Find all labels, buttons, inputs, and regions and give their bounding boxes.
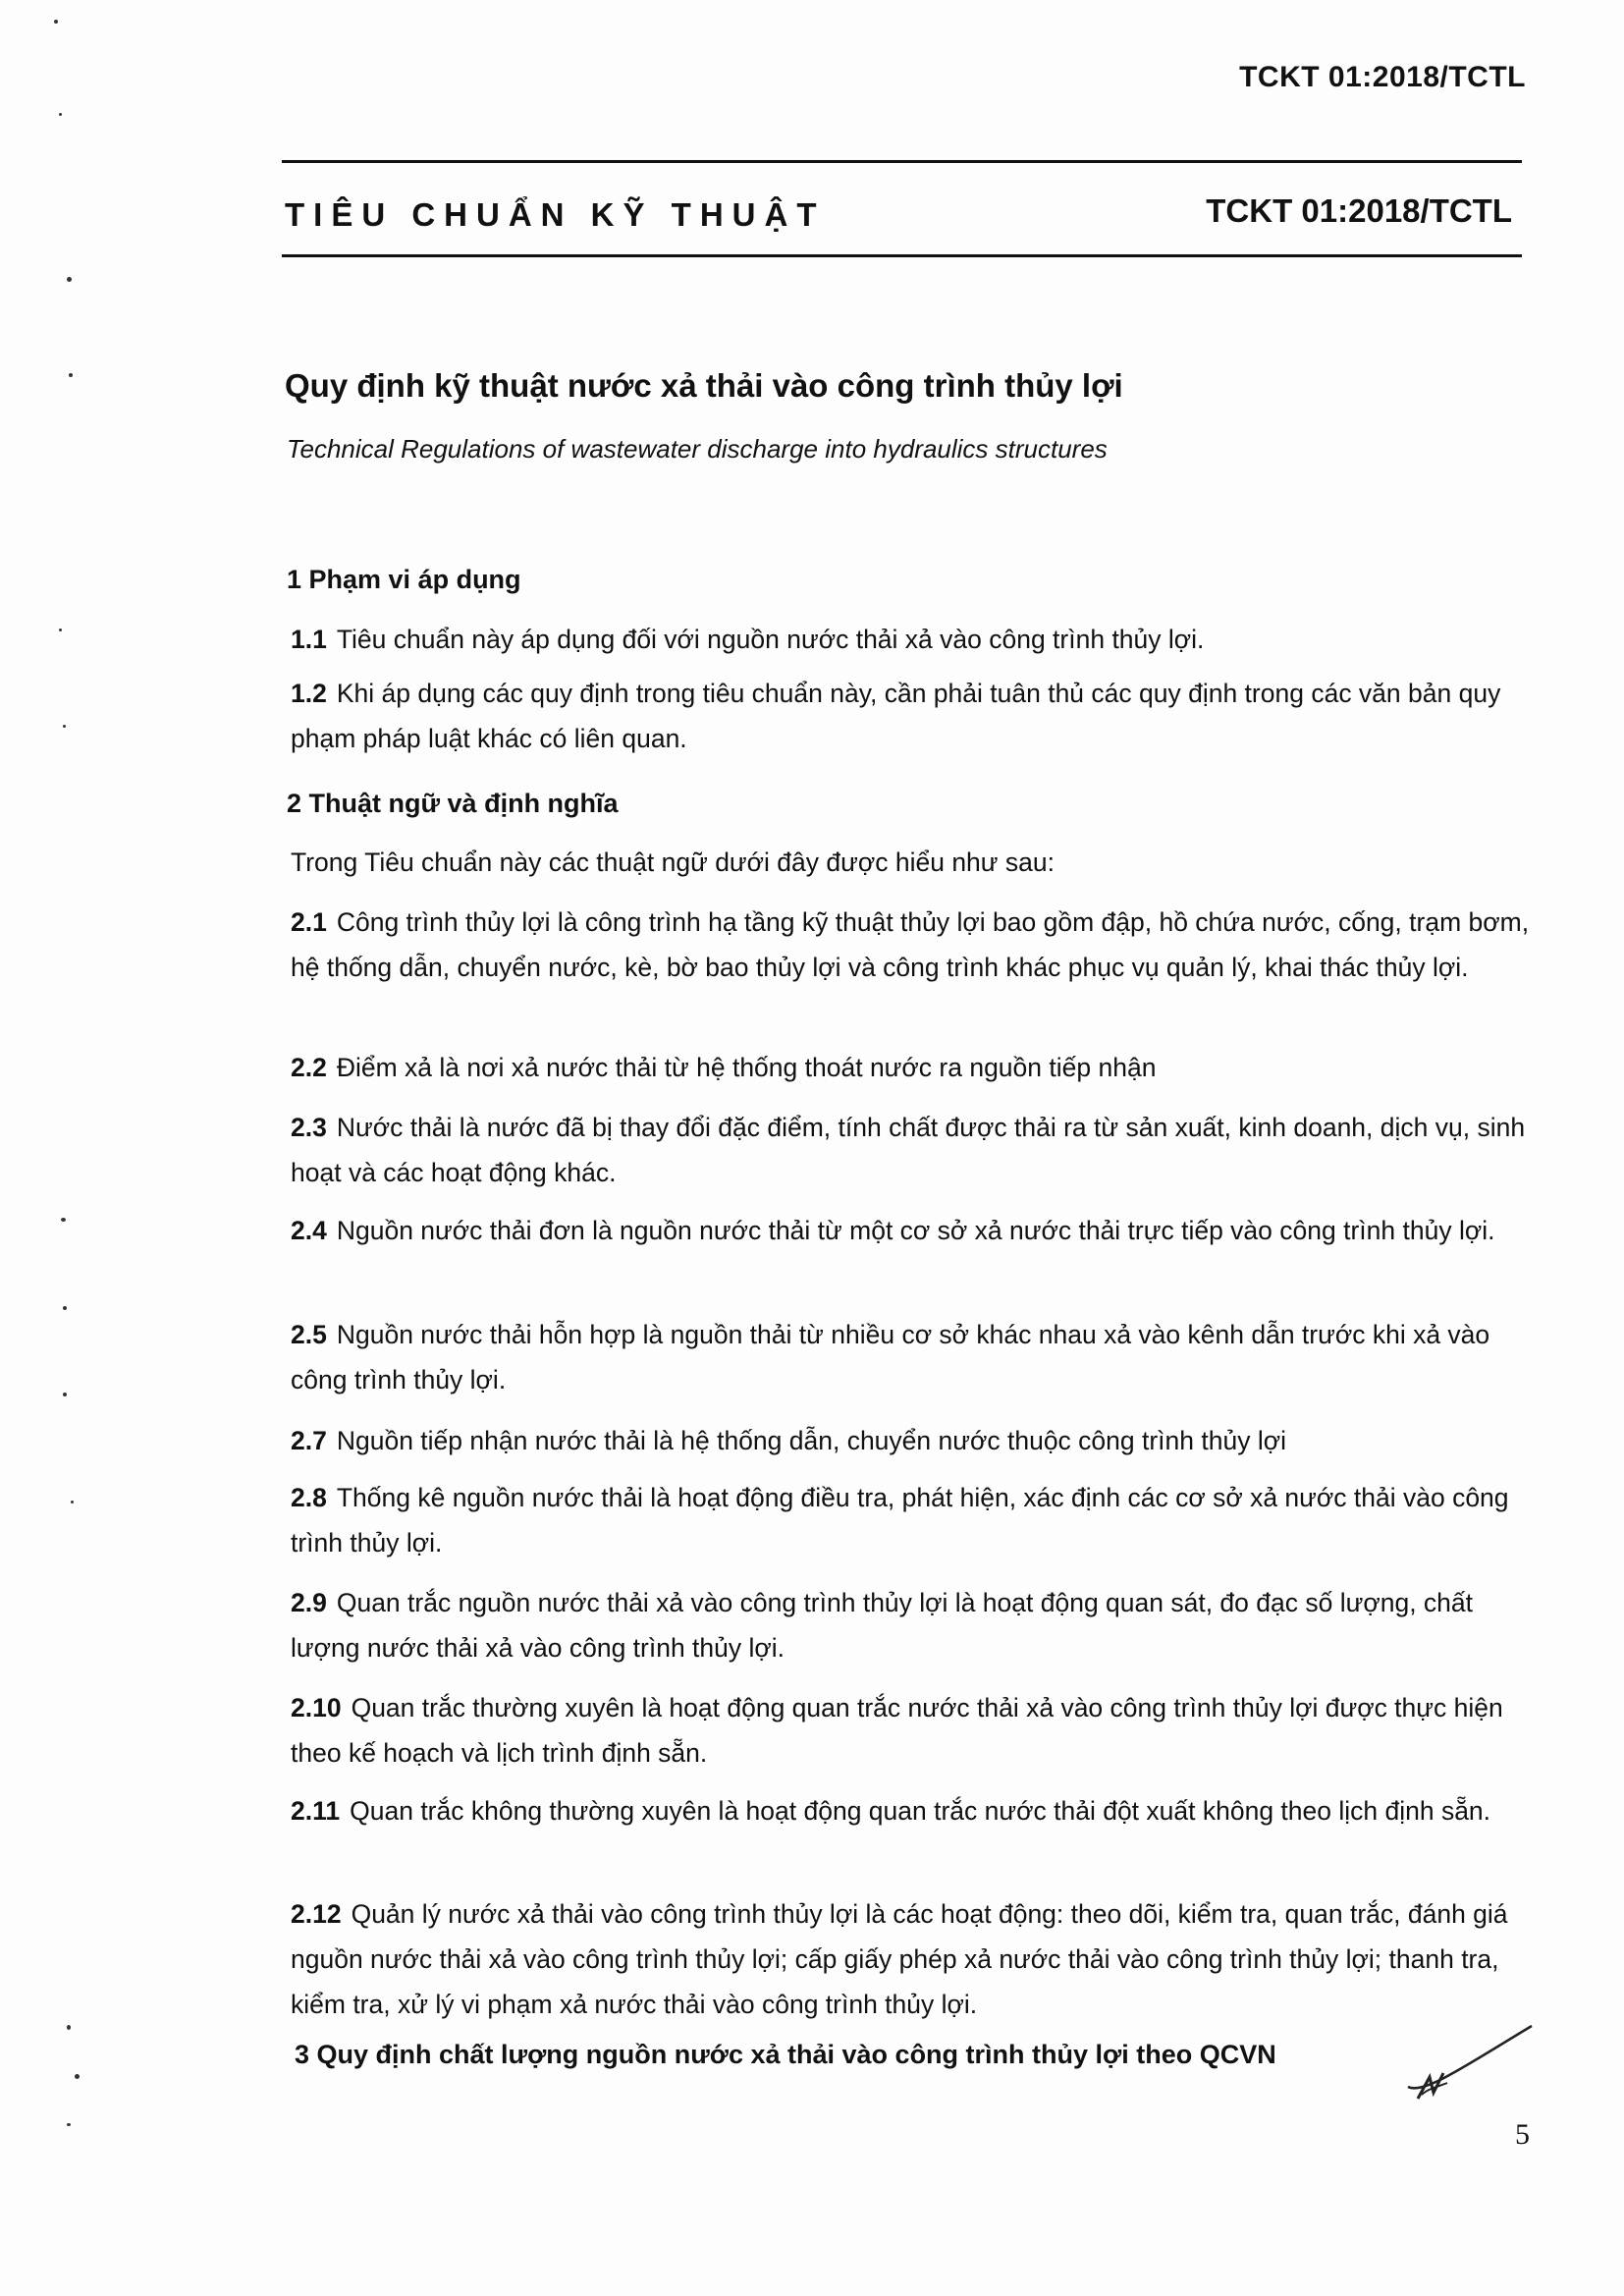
clause-2-10 xyxy=(291,1685,1536,1776)
clause-text: Quan trắc không thường xuyên là hoạt động quan trắc nước thải đột xuất không theo lịch định sẵn. xyxy=(350,1796,1491,1826)
scan-speck xyxy=(71,1501,74,1503)
section-1-heading: 1 Phạm vi áp dụng xyxy=(287,565,521,594)
clause-text: Điểm xả là nơi xả nước thải từ hệ thống thoát nước ra nguồn tiếp nhận xyxy=(336,1053,1157,1082)
clause-2-5 xyxy=(291,1312,1536,1402)
clause-number: 2.10 xyxy=(291,1693,342,1722)
clause-text: Nước thải là nước đã bị thay đổi đặc điểm, tính chất được thải ra từ sản xuất, kinh doanh, dịch vụ, sinh hoạt và các hoạt động khác. xyxy=(291,1113,1526,1187)
clause-2-8 xyxy=(291,1475,1536,1565)
header-bottom-rule xyxy=(282,254,1522,257)
scan-speck xyxy=(67,277,72,282)
scan-speck xyxy=(63,1393,67,1396)
clause-number: 2.11 xyxy=(291,1796,341,1826)
page-number: 5 xyxy=(1515,2118,1530,2151)
document-subtitle: Technical Regulations of wastewater discharge into hydraulics structures xyxy=(287,434,1108,464)
clause-text: Khi áp dụng các quy định trong tiêu chuẩn này, cần phải tuân thủ các quy định trong các văn bản quy phạm pháp luật khác có liên quan. xyxy=(291,679,1501,753)
running-header-code: TCKT 01:2018/TCTL xyxy=(1239,61,1526,93)
clause-number: 2.12 xyxy=(291,1899,342,1929)
clause-2-9 xyxy=(291,1580,1536,1670)
scan-speck xyxy=(75,2074,80,2079)
clause-text: Quan trắc nguồn nước thải xả vào công trình thủy lợi là hoạt động quan sát, đo đạc số lượng, chất lượng nước thải xả vào công trình thủy lợi. xyxy=(291,1588,1474,1663)
clause-1-2 xyxy=(291,671,1536,761)
clause-number: 2.7 xyxy=(291,1426,327,1455)
clause-number: 2.5 xyxy=(291,1320,327,1349)
clause-text: Nguồn nước thải đơn là nguồn nước thải từ một cơ sở xả nước thải trực tiếp vào công trình thủy lợi. xyxy=(336,1216,1495,1245)
clause-number: 1.2 xyxy=(291,679,327,708)
scan-speck xyxy=(59,629,62,631)
scan-speck xyxy=(67,2025,71,2030)
clause-number: 2.1 xyxy=(291,907,327,937)
signature-initial xyxy=(1404,2018,1542,2116)
clause-number: 2.9 xyxy=(291,1588,327,1617)
scan-speck xyxy=(59,113,62,116)
scan-speck xyxy=(67,2123,71,2126)
clause-number: 2.2 xyxy=(291,1053,327,1082)
scan-speck xyxy=(69,373,73,377)
clause-2-11 xyxy=(291,1788,1536,1833)
clause-text: Nguồn tiếp nhận nước thải là hệ thống dẫn, chuyển nước thuộc công trình thủy lợi xyxy=(336,1426,1286,1455)
clause-2-2 xyxy=(291,1045,1536,1090)
scan-speck xyxy=(63,1306,67,1310)
standard-code: TCKT 01:2018/TCTL xyxy=(1206,192,1512,229)
clause-text: Tiêu chuẩn này áp dụng đối với nguồn nước thải xả vào công trình thủy lợi. xyxy=(336,625,1205,654)
scan-speck xyxy=(63,725,66,728)
clause-2-12 xyxy=(291,1891,1536,2027)
clause-2-1 xyxy=(291,900,1536,990)
clause-number: 2.3 xyxy=(291,1113,327,1142)
document-title: Quy định kỹ thuật nước xả thải vào công trình thủy lợi xyxy=(285,367,1123,404)
clause-text: Thống kê nguồn nước thải là hoạt động điều tra, phát hiện, xác định các cơ sở xả nước thải vào công trình thủy lợi. xyxy=(291,1483,1509,1558)
section-3-heading: 3 Quy định chất lượng nguồn nước xả thải vào công trình thủy lợi theo QCVN xyxy=(295,2040,1276,2069)
scan-speck xyxy=(54,20,58,24)
clause-text: Công trình thủy lợi là công trình hạ tầng kỹ thuật thủy lợi bao gồm đập, hồ chứa nước, cống, trạm bơm, hệ thống dẫn, chuyển nước, kè, bờ bao thủy lợi và công trình khác phục vụ quản lý, khai thác thủy lợi. xyxy=(291,907,1530,982)
clause-text: Quan trắc thường xuyên là hoạt động quan trắc nước thải xả vào công trình thủy lợi được thực hiện theo kế hoạch và lịch trình định sẵn. xyxy=(291,1693,1503,1768)
clause-number: 2.4 xyxy=(291,1216,327,1245)
clause-number: 1.1 xyxy=(291,625,327,654)
clause-2-7 xyxy=(291,1418,1536,1463)
clause-2-4 xyxy=(291,1208,1536,1253)
standard-label: TIÊU CHUẨN KỸ THUẬT xyxy=(285,196,826,233)
clause-number: 2.8 xyxy=(291,1483,327,1512)
clause-2-3 xyxy=(291,1105,1536,1195)
scan-speck xyxy=(61,1218,66,1222)
header-top-rule xyxy=(282,160,1522,163)
clause-text: Nguồn nước thải hỗn hợp là nguồn thải từ nhiều cơ sở khác nhau xả vào kênh dẫn trước khi xả vào công trình thủy lợi. xyxy=(291,1320,1490,1394)
clause-1-1 xyxy=(291,617,1536,662)
section-2-heading: 2 Thuật ngữ và định nghĩa xyxy=(287,789,619,818)
clause-text: Quản lý nước xả thải vào công trình thủy lợi là các hoạt động: theo dõi, kiểm tra, quan trắc, đánh giá nguồn nước thải xả vào công trình thủy lợi; cấp giấy phép xả nước thải vào công trình thủy lợi; thanh tra, kiểm tra, xử lý vi phạm xả nước thải vào công trình thủy lợi. xyxy=(291,1899,1508,2019)
section-2-intro: Trong Tiêu chuẩn này các thuật ngữ dưới đây được hiểu như sau: xyxy=(291,847,1055,877)
